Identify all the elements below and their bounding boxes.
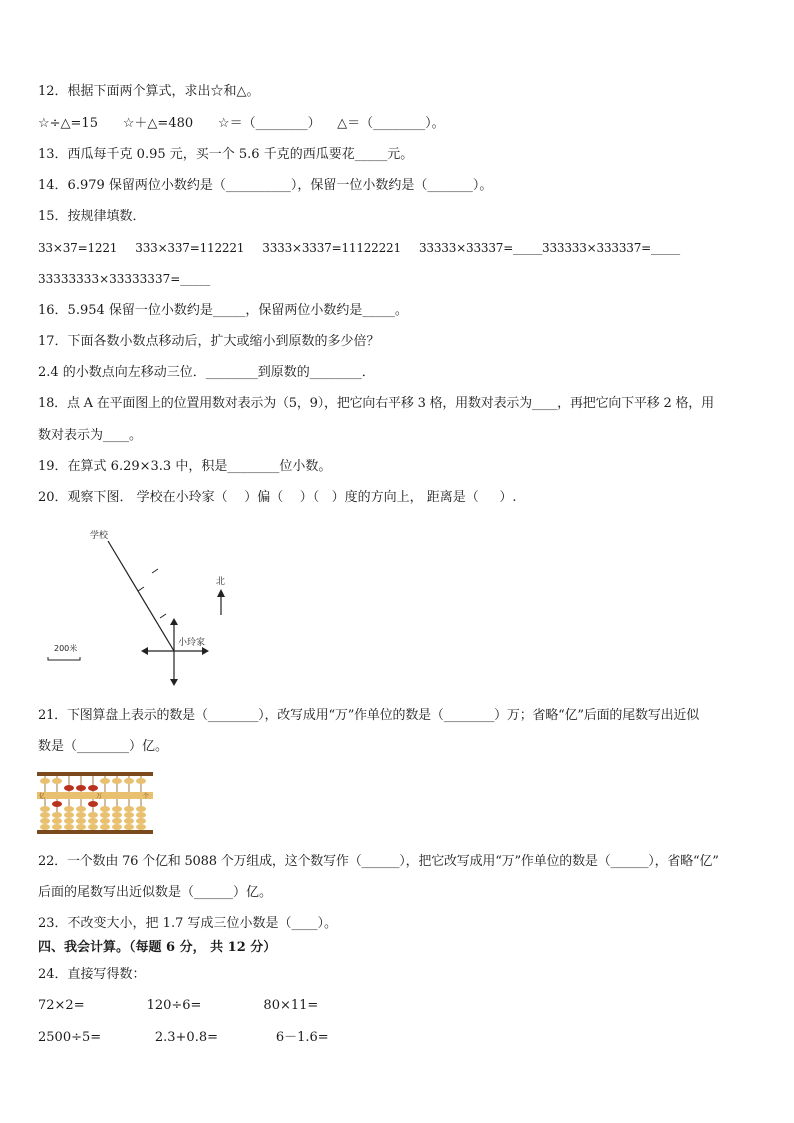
west-arrow-head [141,647,148,655]
line-q17-sub: 2.4 的小数点向左移动三位．________到原数的________． [38,365,375,380]
tick-mark-1 [152,569,158,573]
line-q17: 17．下面各数小数点移动后，扩大或缩小到原数的多少倍？ [38,334,380,349]
scale-label: 200米 [54,644,78,653]
line-q22: 22．一个数由 76 个亿和 5088 个万组成，这个数写作（______），把它改写成用“万”作单位的数是（______），省略“亿” [38,854,719,869]
home-label: 小玲家 [178,638,206,648]
abacus-top-frame [37,772,153,776]
up-arrow-head [170,618,178,625]
line-q21-cont: 数是（________）亿。 [38,739,169,754]
line-q14: 14．6.979 保留两位小数约是（__________），保留一位小数约是（_______）。 [38,178,493,193]
south-arrow-head [170,679,178,686]
east-arrow-head [202,647,209,655]
school-label: 学校 [90,531,109,541]
abacus-label-wan: 万 [96,793,103,800]
line-q15-last: 33333333×33333337=_____ [38,272,211,286]
line-q21: 21．下图算盘上表示的数是（________），改写成用“万”作单位的数是（________）万；省略“亿”后面的尾数写出近似 [38,708,700,723]
abacus-bottom-frame [37,830,153,834]
tick-mark-3 [160,614,166,618]
line-q22-cont: 后面的尾数写出近似数是（______）亿。 [38,885,273,900]
line-q16: 16．5.954 保留一位小数约是_____，保留两位小数约是_____。 [38,303,408,318]
line-q24-row1: 72×2= 120÷6= 80×11= [38,998,319,1013]
line-q23: 23．不改变大小，把 1.7 写成三位小数是（____）。 [38,916,337,931]
abacus-beam [37,792,153,799]
line-q24: 24．直接写得数： [38,967,146,982]
north-arrow-head [217,589,225,597]
line-q15: 15．按规律填数． [38,209,146,224]
section-heading-4: 四、我会计算。（每题 6 分， 共 12 分） [38,940,277,955]
line-q12-formula: ☆÷△=15 ☆＋△=480 ☆＝（________） △＝（________）。 [38,116,445,131]
abacus-label-ge: 个 [143,793,150,800]
line-q20: 20．观察下图． 学校在小玲家（ ）偏（ ）（ ）度的方向上， 距离是（ ）. [38,490,517,505]
line-q15-pattern: 33×37=1221 333×337=112221 3333×3337=11122221 33333×33337=_____333333×333337=_____ [38,241,680,255]
line-q12: 12．根据下面两个算式，求出☆和△。 [38,84,260,99]
tick-mark-2 [138,587,144,591]
direction-map-figure [40,525,240,690]
line-q18: 18．点 A 在平面图上的位置用数对表示为（5，9），把它向右平移 3 格，用数对表示为____，再把它向下平移 2 格，用 [38,396,714,411]
scale-bar [48,657,80,660]
school-to-home-line [108,541,174,651]
abacus-label-yi: 亿 [39,793,46,800]
north-label: 北 [216,577,226,587]
line-q19: 19．在算式 6.29×3.3 中，积是________位小数。 [38,459,332,474]
line-q13: 13．西瓜每千克 0.95 元，买一个 5.6 千克的西瓜要花_____元。 [38,147,414,162]
line-q18-cont: 数对表示为____。 [38,428,143,443]
abacus-figure [37,772,153,834]
abacus-lower-beads [40,801,146,830]
line-q24-row2: 2500÷5= 2.3+0.8= 6－1.6= [38,1030,329,1045]
